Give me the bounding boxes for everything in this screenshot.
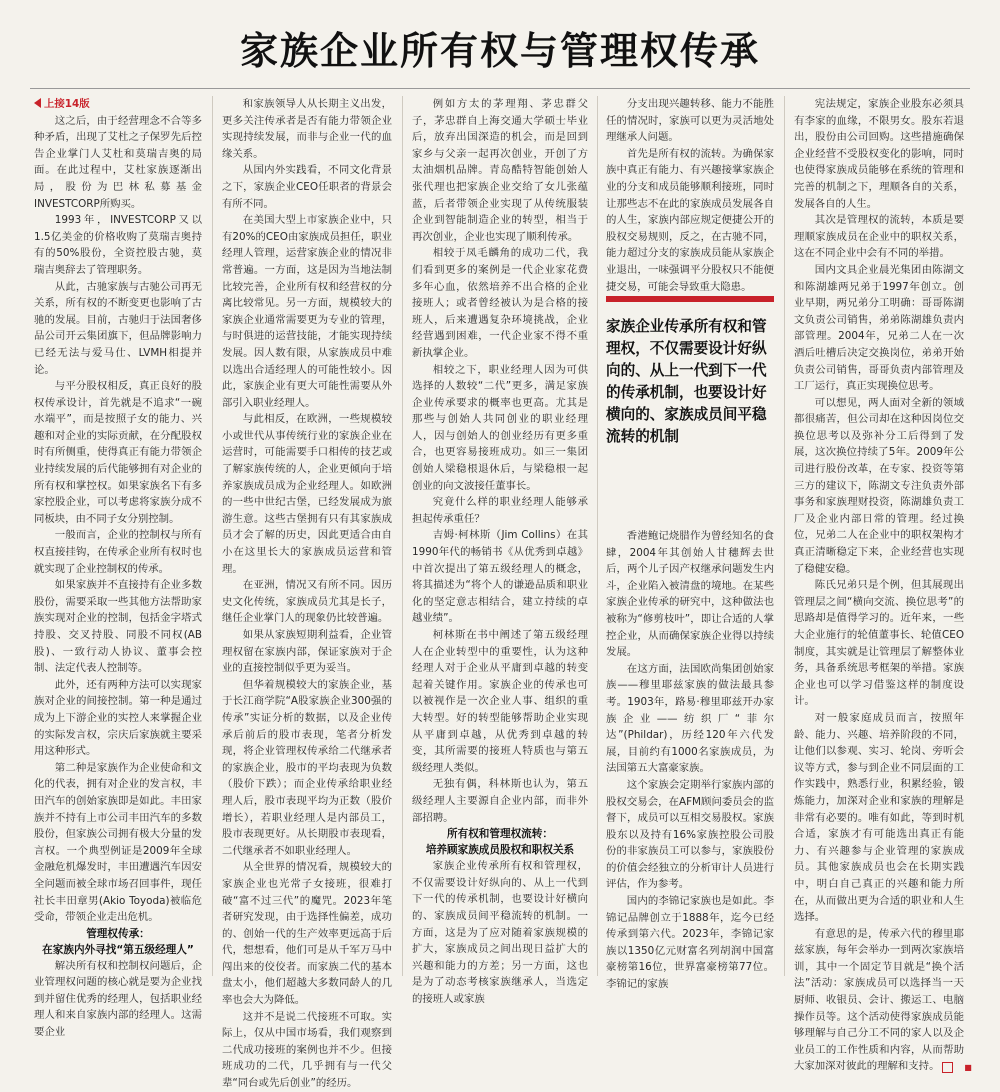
paragraph: 陈氏兄弟只是个例，但其展现出管理层之间“横向交流、换位思考”的思路却是值得学习的。近年来，一些大企业施行的轮值董事长、轮值CEO制度，其实就是让管理层了解整体业务，具备系统思考框架的举措。家族企业也可以学习借鉴这样的制度设计。: [794, 579, 964, 708]
headline-rule: [30, 88, 970, 89]
column-5-paragraphs: [794, 96, 972, 1075]
paragraph: 吉姆·柯林斯（Jim Collins）在其1990年代的畅销书《从优秀到卓越》中首次提出了第五级经理人的概念，将其描述为“将个人的谦逊品质和职业化的坚定意志相结合，建立持续的卓越业绩”。: [412, 529, 588, 625]
paragraph: 家族企业传承所有权和管理权，不仅需要设计好纵向的、从上一代到下一代的传承机制，也要设计好横向的、家族成员间平稳流转的机制。一方面，这是为了应对随着家族规模的扩大，家族成员之间出现日益扩大的兴趣和能力的方差；另一方面，这也是为了动态考核家族继承人，当选定的接班人或家族: [412, 860, 588, 1005]
article-column-2: [222, 96, 392, 1090]
paragraph: 宪法规定，家族企业股东必须具有李家的血缘，不限男女。股东若退出，股份由公司回购。这些措施确保企业经营不受股权变化的影响，同时也使得家族成员能够在系统的管理和完善的机制之下，理顺各自的关系，发展各自的人生。: [794, 98, 964, 210]
column-2-paragraphs: [222, 96, 392, 1092]
paragraph: 柯林斯在书中阐述了第五级经理人在企业转型中的重要性，认为这种经理人对于企业从平庸到卓越的转变起着关键作用。家族企业的传承也可以被视作是一次企业人事、组织的重大转型。好的转型能够帮助企业实现从平庸到卓越，从优秀到卓越的转变，其所需要的接班人特质也与第五级经理人类似。: [412, 629, 588, 774]
article-column-4-top: [606, 96, 774, 292]
headline: 家族企业所有权与管理权传承: [239, 28, 760, 73]
article-column-1: [34, 96, 202, 1039]
paragraph: 与此相反，在欧洲，一些规模较小或世代从事传统行业的家族企业在运营时，可能需要手口相传的技艺或了解家族传统的人，企业更倾向于培养家族成员成为企业经理人。如欧洲的一些中世纪古堡，已经发展成为旅游生意。这些古堡拥有只有其家族成员才会了解的历史，因此更适合由自小在这里长大的家族成员运营和管理。: [222, 413, 392, 575]
paragraph: 无独有偶，科林斯也认为，第五级经理人主要源自企业内部，而非外部招聘。: [412, 778, 588, 824]
left-triangle-icon: [34, 98, 41, 108]
paragraph: 1993年，INVESTCORP又以1.5亿美金的价格收购了莫瑞吉奥持有的50%股份，全资控股古驰，莫瑞吉奥辞去了管理职务。: [34, 214, 202, 276]
paragraph: 可以想见，两人面对全新的领域都很痛苦，但公司却在这种因岗位交换位思考以及弥补分工后得到了发展，这次换位持续了5年。2009年公司进行股份改革，在专家、投资等第三方的建议下，陈湖文专注负责外部事务和家族理财投资，陈湖雄负责工厂及企业内部日常的管理。经过换位，兄弟二人在企业中的职权架构才真正清晰稳定下来，企业经营也实现了稳健安稳。: [794, 396, 964, 575]
paragraph: 在美国大型上市家族企业中，只有20%的CEO由家族成员担任，职业经理人管理，运营家族企业的情况非常普遍。一方面，这是因为当地法制比较完善，企业所有权和经营权的分离比较常见。另一方面，规模较大的家族企业通常需要更为专业的管理，与时俱进的运营技能，才能实现持续发展。因人数有限，从家族成员中难以选出合适经理人的可能性较小。因此，家族企业有更大可能性需要从外部引入职业经理人。: [222, 214, 392, 409]
paragraph: 与平分股权相反，真正良好的股权传承设计，首先就是不追求“一碗水端平”，而是按照子女的能力、兴趣和对企业的实际贡献，在分配股权时有所侧重，使得真正有能力带领企业持续发展的后代能够拥有对企业的所有权和掌控权。如果家族名下有多家控股企业，可以考虑将家族分成不同板块，由不同子女分别控制。: [34, 380, 202, 525]
paragraph: 其次是管理权的流转，本质是要理顺家族成员在企业中的职权关系，这在不同企业中会有不同的举措。: [794, 214, 964, 260]
paragraph: 但华着规模较大的家族企业，基于长江商学院“A股家族企业300强的传承”实证分析的数据，以及企业传承后前后的股市表现，笔者分析发现，将企业管理权传承给二代继承者的家族企业，股市的平均表现为负数（股价下跌）；而企业传承给职业经理人后，股市表现平均为正数（股价增长），若职业经理人是内部员工，股市表现更好。从长期股市表现看，二代继承者不如职业经理人。: [222, 678, 392, 857]
column-4-top-paragraphs: [606, 96, 774, 295]
paragraph: 这之后，由于经营理念不合等多种矛盾，出现了艾杜之子保罗先后控告企业掌门人艾杜和莫瑞吉奥的局面。在此过程中，艾杜家族逐渐出局，股份为巴林私募基金INVESTCORP所购买。: [34, 114, 202, 210]
paragraph: 首先是所有权的流转。为确保家族中真正有能力、有兴趣接掌家族企业的分支和成员能够顺利接班，同时让那些志不在此的家族成员发展各自的人生，家族内部应规定便捷公开的股权交易规则，反之，在古驰不同，能力超过分支的家族成员能从家族企业退出，一味强调平分股权只不能便捷交易，可能会导致重大隐患。: [606, 147, 774, 293]
article-end-icon: ■: [942, 1062, 953, 1073]
paragraph: 香港鲍记烧腊作为曾经知名的食肆，2004年其创始人甘穗辉去世后，两个儿子因产权继承问题发生内斗，企业陷入被清盘的境地。在某些家族企业传承的研究中，这种做法也被称为“修剪枝叶”，即让合适的人掌控企业，从而确保家族企业得以持续发展。: [606, 530, 774, 659]
paragraph: 如果家族并不直接持有企业多数股份，需要采取一些其他方法帮助家族实现对企业的控制，包括金字塔式持股、交叉持股、同股不同权(AB股)、一致行动人协议、董事会控制、法定代表人控制等。: [34, 579, 202, 675]
paragraph: 相较于凤毛麟角的成功二代，我们看到更多的案例是一代企业家花费多年心血，依然培养不出合格的企业接班人；或者曾经被认为是合格的接班人，后来遭遇复杂环境挑战，企业经营遇到困难，一代企业家不得不重新执掌企业。: [412, 247, 588, 359]
article-column-4-bottom: [606, 528, 774, 991]
column-divider: [212, 96, 213, 976]
paragraph: 如果从家族短期利益看，企业管理权留在家族内部，保证家族对于企业的直接控制似乎更为妥当。: [222, 629, 392, 675]
paragraph: 从此，古驰家族与古驰公司再无关系，所有权的不断变更也影响了古驰的发展。目前，古驰归于法国奢侈品公司开云集团旗下，但品牌影响力已经无法与爱马仕、LVMH相提并论。: [34, 280, 202, 376]
subhead-management: 管理权传承： 在家族内外寻找“第五级经理人”: [42, 927, 194, 956]
paragraph: 例如方太的茅理翔、茅忠群父子，茅忠群自上海交通大学硕士毕业后，放弃出国深造的机会，而是回到家乡与父亲一起再次创业，开创了方太油烟机品牌。青岛酷特智能创始人张代理也把家族企业交给了女儿张蕴蓝，后者带领企业实现了从传统服装企业到智能制造企业的转型，相当于再次创业，企业也实现了顺利传承。: [412, 98, 588, 243]
paragraph: 解决所有权和控制权问题后，企业管理权问题的核心就是要为企业找到并留住优秀的经理人，包括职业经理人和来自家族内部的经理人。这需要企业: [34, 959, 202, 1039]
subhead-ownership-flow: 所有权和管理权流转： 培养顾家族成员股权和职权关系: [425, 828, 575, 857]
paragraph: 分支出现兴趣转移、能力不能胜任的情况时，家族可以更为灵活地处理继承人问题。: [606, 98, 774, 144]
paragraph: 相较之下，职业经理人因为可供选择的人数较“二代”更多，满足家族企业传承要求的概率也更高。尤其是那些与创始人共同创业的职业经理人，因与创始人的创业经历有更多重合，也更容易接班成功。如三一集团创始人梁稳根退休后，与梁稳根一起创业的向文波接任董事长。: [412, 363, 588, 492]
paragraph: 从全世界的情况看，规模较大的家族企业也光常子女接班，很难打破“富不过三代”的魔咒。2023年笔者研究发现，由于选择性偏差，成功的、创始一代的生产效率更远高于后代，想想看，他们可是从千军万马中闯出来的佼佼者。而家族二代的基本盘太小，他们超越大多数同龄人的几率也会大为降低。: [222, 861, 392, 1007]
article-column-5: [794, 96, 972, 1073]
paragraph: 在亚洲，情况又有所不同。因历史文化传统，家族成员尤其是长子，继任企业掌门人的现象仍比较普遍。: [222, 579, 392, 625]
column-divider: [784, 96, 785, 976]
paragraph: 此外，还有两种方法可以实现家族对企业的间接控制。第一种是通过成为上下游企业的实控人来掌握企业的实际发言权，宗庆后家族就主要采用这种形式。: [34, 678, 202, 758]
paragraph: 对一般家庭成员而言，按照年龄、能力、兴趣、培养阶段的不同，让他们以参观、实习、轮岗、旁听会议等方式，参与到企业不同层面的工作实践中，熟悉行业，积累经验，锻炼能力，加深对企业和家族的理解是非常有必要的。唯有如此，等到时机合适，家族才有可能选出真正有能力、有兴趣参与企业管理的家族成员。其他家族成员也会在长期实践中，明白自己真正的兴趣和能力所在，从而做出更为合适的职业和人生选择。: [794, 711, 964, 924]
paragraph: 从国内外实践看，不同文化背景之下，家族企业CEO任职者的背景会有所不同。: [222, 164, 392, 210]
paragraph: 国内文具企业晨光集团由陈湖文和陈湖雄两兄弟于1997年创立。创业早期，两兄弟分工明确：哥哥陈湖文负责公司销售，弟弟陈湖雄负责内部管理。2004年，兄弟二人在一次酒后吐槽后决定交换岗位，弟弟开始负责公司销售，哥哥负责内部管理及工厂运行，真正实现换位思考。: [794, 263, 964, 393]
column-4-bottom-paragraphs: [606, 528, 774, 993]
paragraph: 第二种是家族作为企业使命和文化的代表，拥有对企业的发言权，丰田汽车的创始家族即是如此。丰田家族并不持有上市公司丰田汽车的多数股份，但家族公司拥有极大分量的发言权。一个典型例证是2009年全球金融危机爆发时，丰田遭遇汽车因安全问题而被全球市场召回事件，现任社长丰田章男(Akio Toyoda)被临危受命，带领企业走出危机。: [34, 761, 202, 924]
paragraph: 这个家族会定期举行家族内部的股权交易会，在AFM顾问委员会的监督下，成员可以互相交易股权。家族股东以及持有16%家族控股公司股份的非家族员工可以参与，家族股份的价值会经独立的分析审计人员进行评估，作为参考。: [606, 778, 774, 891]
paragraph: 和家族领导人从长期主义出发，更多关注传承者是否有能力带领企业实现持续发展，而非与企业一代的血缘关系。: [222, 98, 392, 160]
pull-quote: [606, 296, 774, 448]
column-divider: [402, 96, 403, 976]
paragraph: 有意思的是，传承六代的穆里耶兹家族，每年会举办一到两次家族培训，其中一个固定节目就是“换个活法”活动：家族成员可以选择当一天厨师、收银员、会计、搬运工、电脑操作员等。这个活动使得家族成员能够理解与自己分工不同的家人以及企业员工的工作性质和内容，从而帮助大家加深对彼此的理解和支持。 ■: [794, 927, 972, 1073]
paragraph: 国内的李锦记家族也是如此。李锦记品牌创立于1888年，迄今已经传承到第六代。2023年，李锦记家族以1350亿元财富名列胡润中国富豪榜第16位，世界富豪榜第77位。李锦记的家族: [606, 895, 774, 991]
column-1-after-subhead: [34, 958, 202, 1041]
column-divider: [597, 96, 598, 976]
column-3-paragraphs: [412, 96, 588, 826]
paragraph: 一般而言，企业的控制权与所有权直接挂钩，在传承企业所有权时也就实现了企业控制权的传承。: [34, 529, 202, 575]
article-column-3: [412, 96, 588, 1005]
pull-quote-text: 家族企业传承所有权和管理权，不仅需要设计好纵向的、从上一代到下一代的传承机制，也要设计好横向的、家族成员间平稳流转的机制: [606, 318, 767, 445]
column-1-paragraphs: [34, 113, 202, 926]
paragraph: 在这方面，法国欧尚集团创始家族——穆里耶兹家族的做法最具参考。1903年，路易·穆里耶兹开办家族企业——纺织厂“菲尔达”(Phildar)，历经120年六代发展，目前约有1000名家族成员，为法国第五大富豪家族。: [606, 662, 774, 775]
paragraph: 这并不是说二代接班不可取。实际上，仅从中国市场看，我们观察到二代成功接班的案例也并不少。但接班成功的二代，几乎拥有与一代父辈“同台或先后创业”的经历。: [222, 1010, 392, 1090]
column-3-after-subhead: [412, 858, 588, 1007]
continued-from-label: 上接14版: [34, 96, 202, 113]
paragraph: 究竟什么样的职业经理人能够承担起传承重任？: [412, 496, 588, 525]
